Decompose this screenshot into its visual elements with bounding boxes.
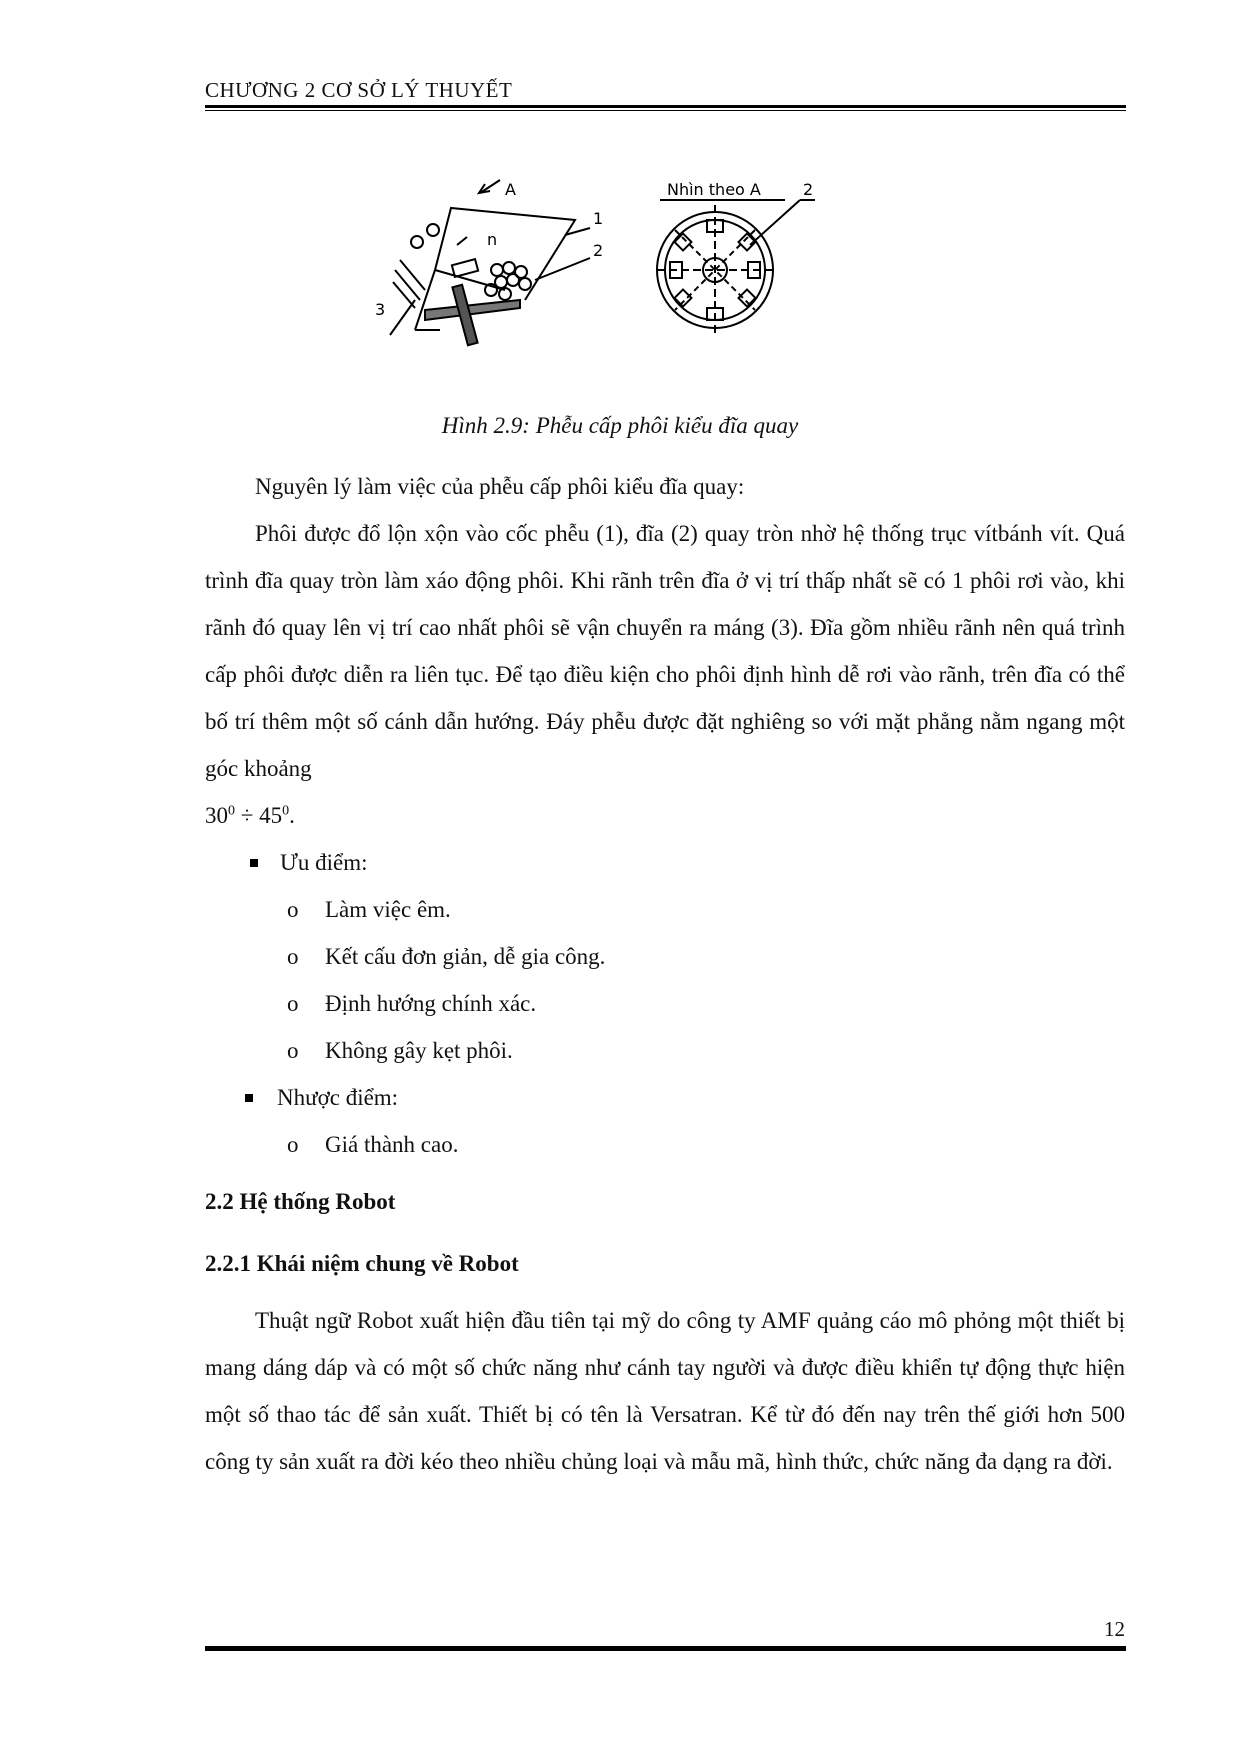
section-heading: 2.2 Hệ thống Robot [205, 1189, 396, 1214]
circle-bullet-icon: o [287, 1038, 299, 1063]
label-view-part-2: 2 [803, 180, 814, 199]
footer-rule [205, 1646, 1126, 1651]
circle-bullet-icon: o [287, 897, 299, 922]
square-bullet-icon [245, 1094, 253, 1102]
square-bullet-icon [250, 859, 258, 867]
page-number: 12 [1104, 1617, 1125, 1641]
angle-range: $30^0 \div 45^0$. [205, 803, 295, 828]
label-part-2: 2 [593, 241, 604, 260]
list-item: o Không gây kẹt phôi. [205, 1027, 1125, 1074]
intro-text: Nguyên lý làm việc của phễu cấp phôi kiểu đĩa quay: [255, 474, 745, 499]
description-paragraph: Phôi được đổ lộn xộn vào cốc phễu (1), đĩa (2) quay tròn nhờ hệ thống trục vítbánh vít. Quá trình đĩa quay tròn làm xáo động phôi. Khi rãnh trên đĩa ở vị trí thấp nhất sẽ có 1 phôi rơi vào, khi rãnh đó quay lên vị trí cao nhất phôi sẽ vận chuyển ra máng (3). Đĩa gồm nhiều rãnh nên quá trình cấp phôi được diễn ra liên tục. Để tạo điều kiện cho phôi định hình dễ rơi vào rãnh, trên đĩa có thể bố trí thêm một số cánh dẫn hướng. Đáy phễu được đặt nghiêng so với mặt phẳng nằm ngang một góc khoảng [205, 521, 1125, 781]
figure-caption: Hình 2.9: Phễu cấp phôi kiểu đĩa quay [441, 413, 799, 438]
list-item: o Làm việc êm. [205, 886, 1125, 933]
disadvantages-heading: Nhược điểm: [205, 1074, 1125, 1121]
header-rule [205, 105, 1126, 111]
label-view-title: Nhìn theo A [667, 180, 761, 199]
label-rotation: n [487, 230, 498, 249]
page-content [205, 463, 1125, 1485]
chapter-header: CHƯƠNG 2 CƠ SỞ LÝ THUYẾT [205, 78, 513, 102]
list-item: o Giá thành cao. [205, 1121, 1125, 1168]
circle-bullet-icon: o [287, 991, 299, 1016]
circle-bullet-icon: o [287, 1132, 299, 1157]
list-item: o Kết cấu đơn giản, dễ gia công. [205, 933, 1125, 980]
robot-paragraph: Thuật ngữ Robot xuất hiện đầu tiên tại mỹ do công ty AMF quảng cáo mô phỏng một thiết bị mang dáng dáp và có một số chức năng như cánh tay người và được điều khiển tự động thực hiện một số thao tác để sản xuất. Thiết bị có tên là Versatran. Kể từ đó đến nay trên thế giới hơn 500 công ty sản xuất ra đời kéo theo nhiều chủng loại và mẫu mã, hình thức, chức năng đa dạng ra đời. [205, 1308, 1125, 1474]
label-part-3: 3 [375, 300, 386, 319]
label-arrow-a: A [505, 180, 516, 199]
list-item: o Định hướng chính xác. [205, 980, 1125, 1027]
view-along-a [657, 200, 815, 335]
subsection-heading: 2.2.1 Khái niệm chung về Robot [205, 1251, 519, 1276]
hopper-diagram [375, 180, 965, 390]
hopper-section-view [390, 180, 590, 345]
circle-bullet-icon: o [287, 944, 299, 969]
advantages-heading: Ưu điểm: [205, 839, 1125, 886]
label-part-1: 1 [593, 209, 604, 228]
